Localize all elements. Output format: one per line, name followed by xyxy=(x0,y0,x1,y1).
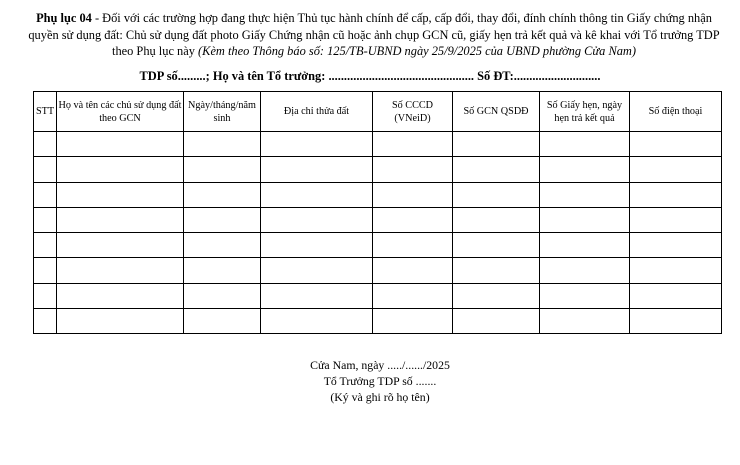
table-cell xyxy=(373,233,453,258)
col-header-appointment: Số Giấy hẹn, ngày hẹn trả kết quả xyxy=(540,92,630,132)
table-cell xyxy=(540,132,630,157)
table-cell xyxy=(261,233,373,258)
table-cell xyxy=(630,233,722,258)
table-row xyxy=(34,309,722,334)
table-cell xyxy=(57,182,184,207)
table-row xyxy=(34,157,722,182)
declaration-table xyxy=(33,91,722,334)
table-cell xyxy=(34,233,57,258)
table-cell xyxy=(261,207,373,232)
appendix-description: - Đối với các trường hợp đang thực hiện Thủ tục hành chính để cấp, cấp đổi, thay đổi, đính chính thông tin Giấy chứng nhận quyền sử dụng đất: Chủ sử dụng đất photo Giấy Chứng nhận cũ hoặc ảnh chụp GCN cũ, giấy hẹn trả kết quả và kê khai với Tổ trưởng TDP theo Phụ lục này xyxy=(28,11,720,58)
table-cell xyxy=(184,283,261,308)
table-cell xyxy=(57,283,184,308)
col-header-owner-name: Họ và tên các chủ sử dụng đất theo GCN xyxy=(57,92,184,132)
table-cell xyxy=(540,207,630,232)
table-cell xyxy=(261,309,373,334)
table-cell xyxy=(453,157,540,182)
col-header-gcn-number: Số GCN QSDĐ xyxy=(453,92,540,132)
table-cell xyxy=(453,207,540,232)
table-cell xyxy=(184,207,261,232)
table-header-row xyxy=(34,92,722,132)
table-cell xyxy=(373,283,453,308)
table-cell xyxy=(540,157,630,182)
table-cell xyxy=(540,182,630,207)
col-header-stt: STT xyxy=(34,92,57,132)
table-row xyxy=(34,207,722,232)
table-cell xyxy=(261,182,373,207)
table-cell xyxy=(261,132,373,157)
signature-note: (Ký và ghi rõ họ tên) xyxy=(330,390,430,404)
table-cell xyxy=(630,182,722,207)
table-body xyxy=(34,132,722,334)
table-row xyxy=(34,132,722,157)
signature-block xyxy=(250,357,510,405)
table-cell xyxy=(34,309,57,334)
table-cell xyxy=(373,132,453,157)
table-cell xyxy=(34,283,57,308)
table-cell xyxy=(630,283,722,308)
table-cell xyxy=(34,132,57,157)
table-cell xyxy=(453,132,540,157)
col-header-land-address: Địa chỉ thửa đất xyxy=(261,92,373,132)
table-cell xyxy=(630,157,722,182)
table-cell xyxy=(261,157,373,182)
table-cell xyxy=(540,258,630,283)
table-cell xyxy=(540,283,630,308)
table-cell xyxy=(630,207,722,232)
table-cell xyxy=(57,207,184,232)
table-cell xyxy=(453,258,540,283)
tdp-leader-name: Họ và tên Tổ trưởng: ............................................... xyxy=(212,69,478,83)
table-cell xyxy=(373,258,453,283)
table-cell xyxy=(34,182,57,207)
table-cell xyxy=(261,258,373,283)
table-row xyxy=(34,258,722,283)
table-cell xyxy=(57,258,184,283)
table-cell xyxy=(630,132,722,157)
signature-title: Tổ Trưởng TDP số ....... xyxy=(323,374,437,388)
table-row xyxy=(34,283,722,308)
table-cell xyxy=(184,309,261,334)
table-cell xyxy=(184,258,261,283)
table-cell xyxy=(34,258,57,283)
table-cell xyxy=(630,258,722,283)
table-cell xyxy=(34,157,57,182)
table-cell xyxy=(453,182,540,207)
table-cell xyxy=(630,309,722,334)
table-cell xyxy=(540,309,630,334)
table-cell xyxy=(57,157,184,182)
table-cell xyxy=(453,309,540,334)
table-cell xyxy=(57,309,184,334)
table-cell xyxy=(373,207,453,232)
tdp-phone: Số ĐT:............................ xyxy=(477,69,601,83)
col-header-birth-date: Ngày/tháng/năm sinh xyxy=(184,92,261,132)
col-header-phone: Số điện thoại xyxy=(630,92,722,132)
table-cell xyxy=(184,233,261,258)
table-cell xyxy=(57,233,184,258)
table-cell xyxy=(184,132,261,157)
table-cell xyxy=(373,182,453,207)
table-cell xyxy=(453,233,540,258)
tdp-number: TDP số.........; xyxy=(139,69,213,83)
table-cell xyxy=(184,157,261,182)
table-cell xyxy=(373,157,453,182)
table-cell xyxy=(57,132,184,157)
appendix-heading xyxy=(28,10,720,60)
table-cell xyxy=(540,233,630,258)
appendix-label: Phụ lục 04 xyxy=(36,11,92,25)
signature-place-date: Cửa Nam, ngày ...../....../2025 xyxy=(310,358,450,372)
table-cell xyxy=(373,309,453,334)
tdp-info-line xyxy=(0,69,740,84)
appendix-reference-note: (Kèm theo Thông báo số: 125/TB-UBND ngày 25/9/2025 của UBND phường Cửa Nam) xyxy=(198,44,636,58)
table-cell xyxy=(184,182,261,207)
table-cell xyxy=(34,207,57,232)
table-cell xyxy=(261,283,373,308)
table-row xyxy=(34,182,722,207)
table-cell xyxy=(453,283,540,308)
col-header-cccd: Số CCCD (VNeiD) xyxy=(373,92,453,132)
table-row xyxy=(34,233,722,258)
